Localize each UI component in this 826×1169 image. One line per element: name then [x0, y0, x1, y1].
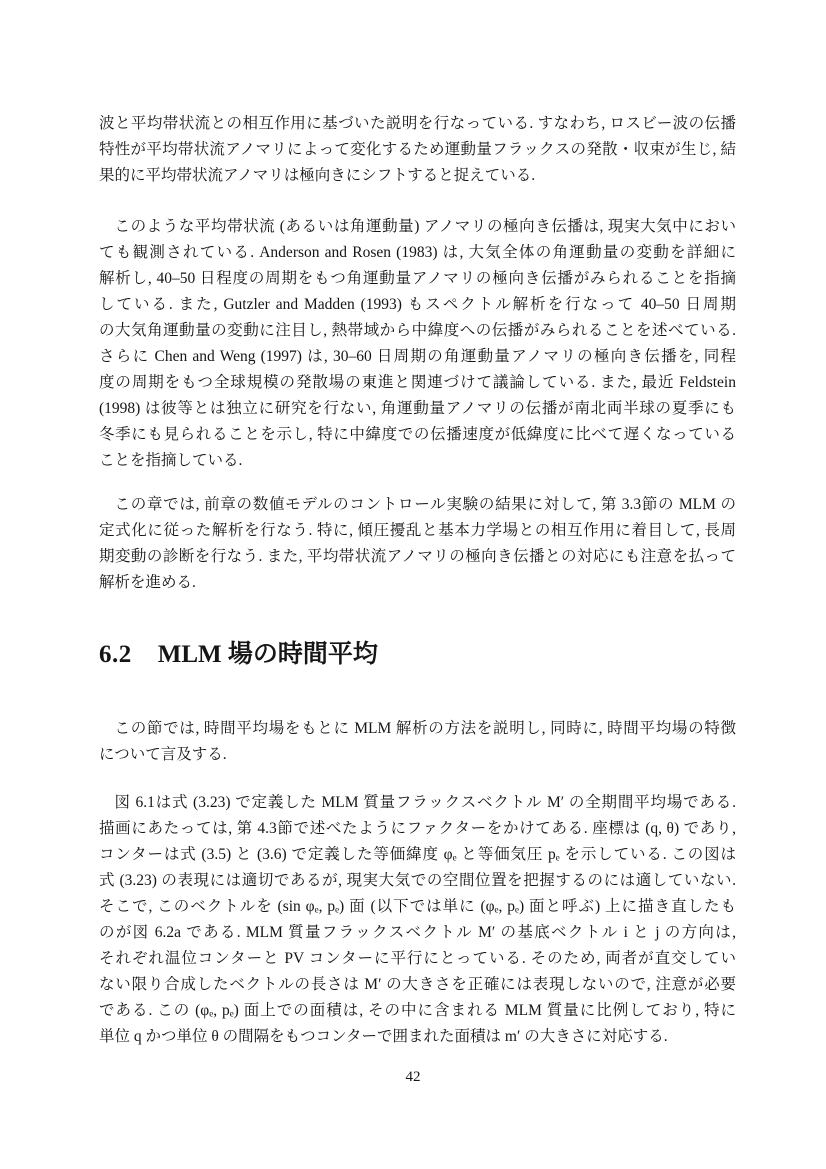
text-line: 特性が平均帯状流アノマリによって変化するため運動量フラックスの発散・収束が生じ, 結	[99, 141, 736, 158]
text-line: ない限り合成したベクトルの長さは M′ の大きさを正確には表現しないので, 注意が必要	[99, 976, 736, 993]
page-number: 42	[405, 1069, 421, 1085]
text-line: 期変動の診断を行なう. また, 平均帯状流アノマリの極向き伝播との対応にも注意を払って	[99, 548, 736, 565]
text-line: 冬季にも見られることを示し, 特に中緯度での伝播速度が低緯度に比べて遅くなっている	[99, 426, 736, 443]
text-line: 単位 q かつ単位 θ の間隔をもつコンターで囲まれた面積は m′ の大きさに対応する.	[99, 1028, 668, 1045]
text-line: それぞれ温位コンターと PV コンターに平行にとっている. そのため, 両者が直交してい	[99, 950, 736, 967]
text-line: の大気角運動量の変動に注目し, 熱帯域から中緯度への伝播がみられることを述べている.	[99, 322, 736, 339]
text-line: 図 6.1は式 (3.23) で定義した MLM 質量フラックスベクトル M′ の全期間平均場である.	[114, 794, 736, 811]
text-line: 度の周期をもつ全球規模の発散場の東進と関連づけて議論している. また, 最近 Feldstein	[99, 374, 736, 391]
text-line: 定式化に従った解析を行なう. 特に, 傾圧擾乱と基本力学場との相互作用に着目して, 長周	[99, 522, 736, 539]
text-line: である. この (φₑ, pₑ) 面上での面積は, その中に含まれる MLM 質量に比例しており, 特に	[99, 1002, 736, 1019]
paragraph-figure-description	[99, 790, 736, 1050]
text-line: この章では, 前章の数値モデルのコントロール実験の結果に対して, 第 3.3節の MLM の	[114, 496, 736, 513]
paragraph-section-intro	[99, 716, 736, 768]
text-line: 果的に平均帯状流アノマリは極向きにシフトすると捉えている.	[99, 167, 536, 184]
text-line: 波と平均帯状流との相互作用に基づいた説明を行なっている. すなわち, ロスビー波の伝播	[99, 115, 736, 132]
section-title: MLM 場の時間平均	[157, 641, 378, 668]
text-line: さらに Chen and Weng (1997) は, 30–60 日周期の角運動量アノマリの極向き伝播を, 同程	[99, 348, 736, 365]
text-line: 式 (3.23) の表現には適切であるが, 現実大気での空間位置を把握するのには適していない.	[99, 872, 736, 889]
paragraph-observations	[99, 214, 736, 474]
text-line: 解析し, 40–50 日程度の周期をもつ角運動量アノマリの極向き伝播がみられることを指摘	[99, 270, 736, 287]
text-line: について言及する.	[99, 746, 227, 763]
text-line: ても観測されている. Anderson and Rosen (1983) は, 大気全体の角運動量の変動を詳細に	[99, 244, 736, 261]
text-line: している. また, Gutzler and Madden (1993) もスペクトル解析を行なって 40–50 日周期	[99, 296, 736, 313]
text-line: ことを指摘している.	[99, 452, 243, 469]
text-line: 解析を進める.	[99, 574, 196, 591]
text-line: 描画にあたっては, 第 4.3節で述べたようにファクターをかけてある. 座標は (q, θ) であり,	[99, 820, 736, 837]
text-line: この節では, 時間平均場をもとに MLM 解析の方法を説明し, 同時に, 時間平均場の特徴	[114, 720, 736, 737]
text-line: このような平均帯状流 (あるいは角運動量) アノマリの極向き伝播は, 現実大気中におい	[114, 218, 736, 235]
paragraph-intro-continuation	[99, 111, 736, 189]
text-line: コンターは式 (3.5) と (3.6) で定義した等価緯度 φₑ と等価気圧 pₑ を示している. この図は	[99, 846, 736, 863]
section-number: 6.2	[99, 641, 132, 668]
text-line: そこで, このベクトルを (sin φₑ, pₑ) 面 (以下では単に (φₑ, pₑ) 面と呼ぶ) 上に描き直したも	[99, 898, 736, 915]
text-line: (1998) は彼等とは独立に研究を行ない, 角運動量アノマリの伝播が南北両半球の夏季にも	[99, 400, 736, 417]
text-line: のが図 6.2a である. MLM 質量フラックスベクトル M′ の基底ベクトル i と j の方向は,	[99, 924, 736, 941]
section-heading	[99, 638, 736, 672]
paragraph-chapter-outline	[99, 492, 736, 596]
